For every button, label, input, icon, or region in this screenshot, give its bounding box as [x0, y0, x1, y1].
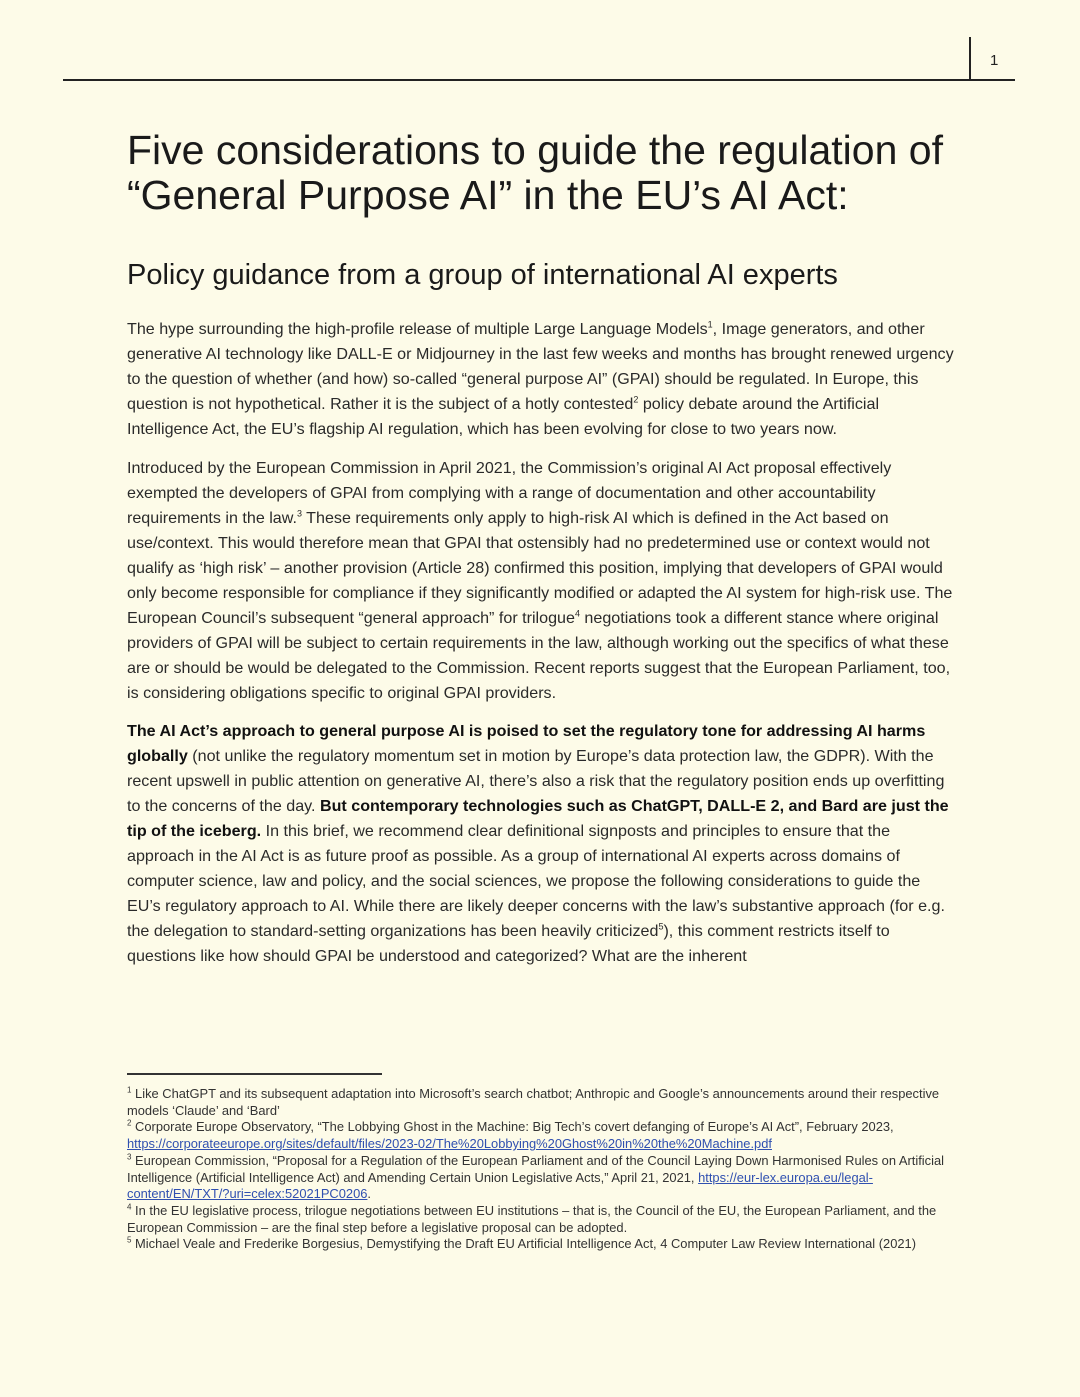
footnote-tail: .	[367, 1186, 372, 1202]
footnote-1	[127, 1086, 947, 1119]
footnote-2-link[interactable]: https://corporateeurope.org/sites/default/files/2023-02/The%20Lobbying%20Ghost%20in%20the%20Machine.pdf	[127, 1136, 772, 1152]
paragraph-1-part-c: policy debate around the Artificial Intelligence Act, the EU’s flagship AI regulation, which has been evolving for close to two years now.	[127, 395, 880, 438]
paragraph-3-part-a: (not unlike the regulatory momentum set in motion by Europe’s data protection law, the GDPR). With the recent upswell in public attention on generative AI, there’s also a risk that the regulatory position ends up overfitting to the concerns of the day.	[127, 747, 945, 815]
paragraph-2-part-b: These requirements only apply to high-risk AI which is defined in the Act based on use/context. This would therefore mean that GPAI that ostensibly had no predetermined use or context would not qualify as ‘high risk’ – another provision (Article 28) confirmed this position, implying that developers of GPAI would only become responsible for compliance if they significantly modified or adapted the AI system for high-risk use. The European Council’s subsequent “general approach” for trilogue	[127, 509, 953, 627]
page-number: 1	[990, 52, 999, 69]
paragraph-2	[127, 456, 955, 706]
paragraph-1	[127, 317, 955, 442]
footnote-number: 3	[127, 1152, 132, 1162]
paragraph-3-part-c: ), this comment restricts itself to questions like how should GPAI be understood and categorized? What are the inherent	[127, 922, 890, 965]
document-subtitle: Policy guidance from a group of international AI experts	[127, 259, 838, 291]
footnote-2	[127, 1119, 947, 1152]
paragraph-3-part-b: In this brief, we recommend clear definitional signposts and principles to ensure that the approach in the AI Act is as future proof as possible. As a group of international AI experts across domains of computer science, law and policy, and the social sciences, we propose the following considerations to guide the EU’s regulatory approach to AI. While there are likely deeper concerns with the law’s substantive approach (for e.g. the delegation to standard-setting organizations has been heavily criticized	[127, 822, 945, 940]
body-text	[127, 317, 955, 983]
footnote-ref-5: 5	[658, 921, 664, 932]
footnote-3	[127, 1153, 947, 1203]
footnote-4	[127, 1203, 947, 1236]
paragraph-2-part-c: negotiations took a different stance where original providers of GPAI will be subject to certain requirements in the law, although working out the specifics of what these are or should be would be delegated to the Commission. Recent reports suggest that the European Parliament, too, is considering obligations specific to original GPAI providers.	[127, 609, 951, 702]
header-rule	[63, 79, 1015, 81]
footnotes	[127, 1086, 947, 1253]
paragraph-1-part-b: , Image generators, and other generative AI technology like DALL-E or Midjourney in the last few weeks and months has brought renewed urgency to the question of whether (and how) so-called “general purpose AI” (GPAI) should be regulated. In Europe, this question is not hypothetical. Rather it is the subject of a hotly contested	[127, 320, 954, 413]
paragraph-3-bold-1: The AI Act’s approach to general purpose AI is poised to set the regulatory tone for addressing AI harms globally	[127, 722, 926, 765]
paragraph-2-part-a: Introduced by the European Commission in April 2021, the Commission’s original AI Act proposal effectively exempted the developers of GPAI from complying with a range of documentation and other accountability requirements in the law.	[127, 459, 892, 527]
footnote-ref-4: 4	[574, 608, 580, 619]
paragraph-3-bold-2: But contemporary technologies such as ChatGPT, DALL-E 2, and Bard are just the tip of the iceberg.	[127, 797, 949, 840]
footnote-ref-3: 3	[296, 508, 302, 519]
footnote-text: In the EU legislative process, trilogue negotiations between EU institutions – that is, the Council of the EU, the European Parliament, and the European Commission – are the final step before a legislative proposal can be adopted.	[127, 1202, 937, 1235]
footnote-text: European Commission, “Proposal for a Regulation of the European Parliament and of the Council Laying Down Harmonised Rules on Artificial Intelligence (Artificial Intelligence Act) and Amending Certain Union Legislative Acts,” April 21, 2021,	[127, 1152, 945, 1185]
footnote-number: 4	[127, 1202, 132, 1212]
footnote-text: Like ChatGPT and its subsequent adaptation into Microsoft’s search chatbot; Anthropic and Google’s announcements around their respective models ‘Claude’ and ‘Bard’	[127, 1086, 940, 1118]
footnote-ref-2: 2	[633, 394, 639, 405]
footnote-3-link[interactable]: https://eur-lex.europa.eu/legal-content/EN/TXT/?uri=celex:52021PC0206	[127, 1169, 873, 1202]
footnote-text: Michael Veale and Frederike Borgesius, Demystifying the Draft EU Artificial Intelligence Act, 4 Computer Law Review International (2021)	[135, 1236, 917, 1252]
footnote-number: 5	[127, 1236, 132, 1246]
paragraph-3	[127, 719, 955, 969]
footnote-5	[127, 1236, 947, 1253]
paragraph-1-part-a: The hype surrounding the high-profile release of multiple Large Language Models	[127, 320, 708, 338]
footnote-text: Corporate Europe Observatory, “The Lobbying Ghost in the Machine: Big Tech’s covert defanging of Europe’s AI Act”, February 2023,	[135, 1119, 894, 1135]
document-title: Five considerations to guide the regulation of “General Purpose AI” in the EU’s AI Act:	[127, 127, 943, 218]
footnote-ref-1: 1	[707, 319, 713, 330]
footnote-rule	[127, 1073, 382, 1075]
footnote-number: 2	[127, 1119, 132, 1129]
header-divider	[969, 37, 971, 81]
footnote-number: 1	[127, 1085, 132, 1095]
